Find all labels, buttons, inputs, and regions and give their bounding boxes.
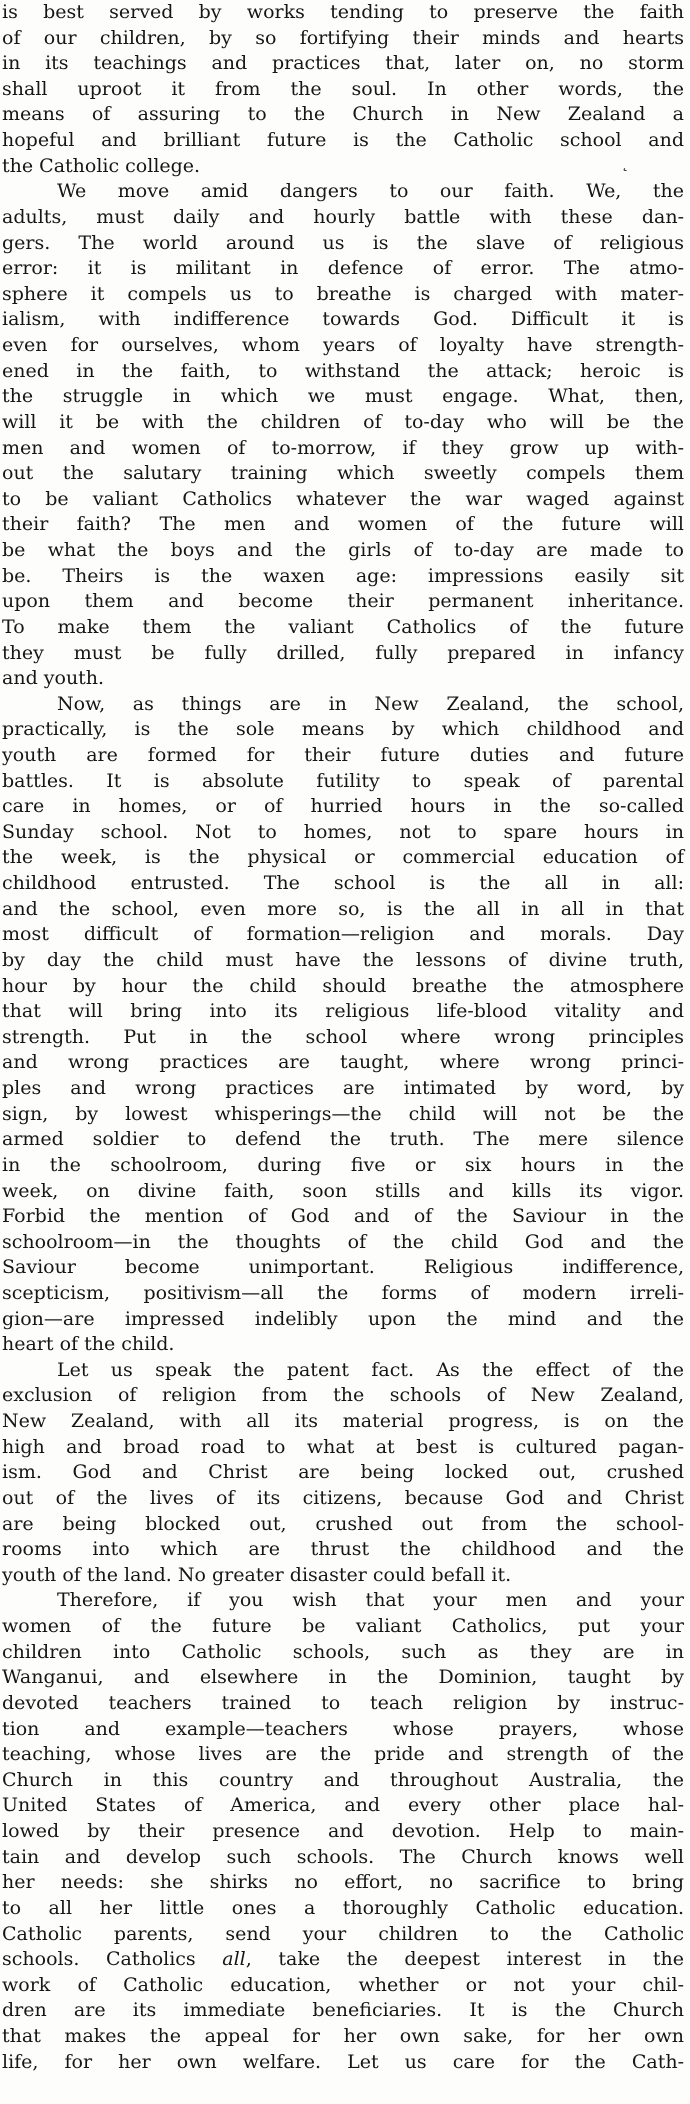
text-line: error: it is militant in defence of error. The atmo-	[2, 257, 684, 280]
text-line: Let us speak the patent fact. As the effect of the	[57, 1358, 684, 1381]
text-line: practically, is the sole means by which childhood and	[2, 718, 684, 741]
text-line: her needs: she shirks no effort, no sacrifice to bring	[2, 1871, 684, 1894]
text-line: that will bring into its religious life-blood vitality and	[2, 1000, 684, 1023]
text-line: the struggle in which we must engage. What, then,	[2, 385, 684, 408]
text-line: United States of America, and every other place hal-	[2, 1794, 684, 1817]
text-line: of our children, by so fortifying their minds and hearts	[2, 26, 684, 49]
text-line: adults, must daily and hourly battle with these dan-	[2, 205, 684, 228]
text-line: ialism, with indifference towards God. Difficult it is	[2, 308, 684, 331]
text-line: the week, is the physical or commercial education of	[2, 846, 684, 869]
text-line: lowed by their presence and devotion. Help to main-	[2, 1820, 684, 1843]
text-line: ples and wrong practices are intimated by word, by	[2, 1077, 684, 1100]
text-line: Therefore, if you wish that your men and your	[57, 1589, 684, 1612]
text-line: New Zealand, with all its material progress, is on the	[2, 1410, 684, 1433]
text-line: Church in this country and throughout Australia, the	[2, 1768, 684, 1791]
text-line: life, for her own welfare. Let us care for the Cath-	[2, 2050, 684, 2073]
text-line: youth of the land. No greater disaster could befall it.	[2, 1563, 512, 1586]
text-line: is best served by works tending to preserve the faith	[2, 1, 684, 23]
text-line: and wrong practices are taught, where wrong princi-	[2, 1051, 684, 1074]
text-line: Sunday school. Not to homes, not to spare hours in	[2, 820, 684, 843]
text-line: out of the lives of its citizens, because God and Christ	[2, 1486, 684, 1509]
text-line: in its teachings and practices that, later on, no storm	[2, 52, 684, 75]
text-line: Wanganui, and elsewhere in the Dominion, taught by	[2, 1666, 684, 1689]
text-line: sphere it compels us to breathe is charged with mater-	[2, 282, 684, 305]
text-line: shall uproot it from the soul. In other words, the	[2, 77, 684, 100]
text-line: hour by hour the child should breathe the atmosphere	[2, 974, 684, 997]
text-line: rooms into which are thrust the childhood and the	[2, 1538, 684, 1561]
text-line: even for ourselves, whom years of loyalty have strength-	[2, 334, 684, 357]
text-line: exclusion of religion from the schools of New Zealand,	[2, 1384, 684, 1407]
text-line: We move amid dangers to our faith. We, the	[57, 180, 684, 203]
text-line: schoolroom—in the thoughts of the child God and the	[2, 1230, 684, 1253]
text-line: be. Theirs is the waxen age: impressions easily sit	[2, 564, 684, 587]
text-line: out the salutary training which sweetly compels them	[2, 462, 684, 485]
text-line: care in homes, or of hurried hours in the so-called	[2, 795, 684, 818]
text-line: heart of the child.	[2, 1333, 175, 1356]
text-line: devoted teachers trained to teach religion by instruc-	[2, 1691, 684, 1714]
text-line: the Catholic college.	[2, 154, 201, 177]
text-line: dren are its immediate beneficiaries. It is the Church	[2, 1999, 684, 2022]
text-line: Saviour become unimportant. Religious indifference,	[2, 1256, 684, 1279]
text-line: armed soldier to defend the truth. The mere silence	[2, 1128, 684, 1151]
text-line: women of the future be valiant Catholics, put your	[2, 1615, 684, 1638]
text-line: high and broad road to what at best is cultured pagan-	[2, 1435, 684, 1458]
text-line: childhood entrusted. The school is the all in all:	[2, 872, 684, 895]
text-line: tain and develop such schools. The Church knows well	[2, 1845, 684, 1868]
italic-emphasis: all	[222, 1948, 246, 1971]
text-line: youth are formed for their future duties and future	[2, 743, 684, 766]
text-line: to be valiant Catholics whatever the war waged against	[2, 487, 684, 510]
text-line: sign, by lowest whisperings—the child will not be the	[2, 1102, 684, 1125]
text-line: upon them and become their permanent inheritance.	[2, 590, 684, 613]
text-line: be what the boys and the girls of to-day are made to	[2, 539, 684, 562]
text-line: hopeful and brilliant future is the Catholic school and	[2, 129, 684, 152]
text-line: means of assuring to the Church in New Zealand a	[2, 103, 684, 126]
text-line: by day the child must have the lessons of divine truth,	[2, 948, 684, 971]
text-line: week, on divine faith, soon stills and kills its vigor.	[2, 1179, 684, 1202]
text-line: ened in the faith, to withstand the attack; heroic is	[2, 359, 684, 382]
text-line: and the school, even more so, is the all in all in that	[2, 897, 684, 920]
text-line: To make them the valiant Catholics of the future	[2, 615, 684, 638]
text-line: schools. Catholics all, take the deepest interest in the	[2, 1948, 684, 1971]
text-line: teaching, whose lives are the pride and strength of the	[2, 1743, 684, 1766]
text-line: will it be with the children of to-day who will be the	[2, 410, 684, 433]
text-line: Forbid the mention of God and of the Saviour in the	[2, 1205, 684, 1228]
text-line: that makes the appeal for her own sake, for her own	[2, 2024, 684, 2047]
text-line: are being blocked out, crushed out from the school-	[2, 1512, 684, 1535]
text-line: and youth.	[2, 667, 105, 690]
text-line: men and women of to-morrow, if they grow up with-	[2, 436, 684, 459]
text-line: Catholic parents, send your children to the Catholic	[2, 1922, 684, 1945]
text-line: gion—are impressed indelibly upon the mind and the	[2, 1307, 684, 1330]
text-line: battles. It is absolute futility to speak of parental	[2, 769, 684, 792]
text-line: strength. Put in the school where wrong principles	[2, 1025, 684, 1048]
text-line: work of Catholic education, whether or not your chil-	[2, 1973, 684, 1996]
text-line: Now, as things are in New Zealand, the school,	[57, 692, 684, 715]
text-line: they must be fully drilled, fully prepared in infancy	[2, 641, 684, 664]
text-line: ism. God and Christ are being locked out, crushed	[2, 1461, 684, 1484]
text-line: in the schoolroom, during five or six hours in the	[2, 1153, 684, 1176]
text-line: scepticism, positivism—all the forms of modern irreli-	[2, 1282, 684, 1304]
text-line: gers. The world around us is the slave of religious	[2, 231, 684, 254]
text-line: children into Catholic schools, such as they are in	[2, 1640, 684, 1663]
text-line: tion and example—teachers whose prayers, whose	[2, 1717, 684, 1740]
text-line: their faith? The men and women of the future will	[2, 513, 684, 536]
print-blemish-mark: ˛	[621, 153, 629, 172]
text-line: to all her little ones a thoroughly Catholic education.	[2, 1896, 684, 1919]
text-line: most difficult of formation—religion and morals. Day	[2, 923, 684, 946]
